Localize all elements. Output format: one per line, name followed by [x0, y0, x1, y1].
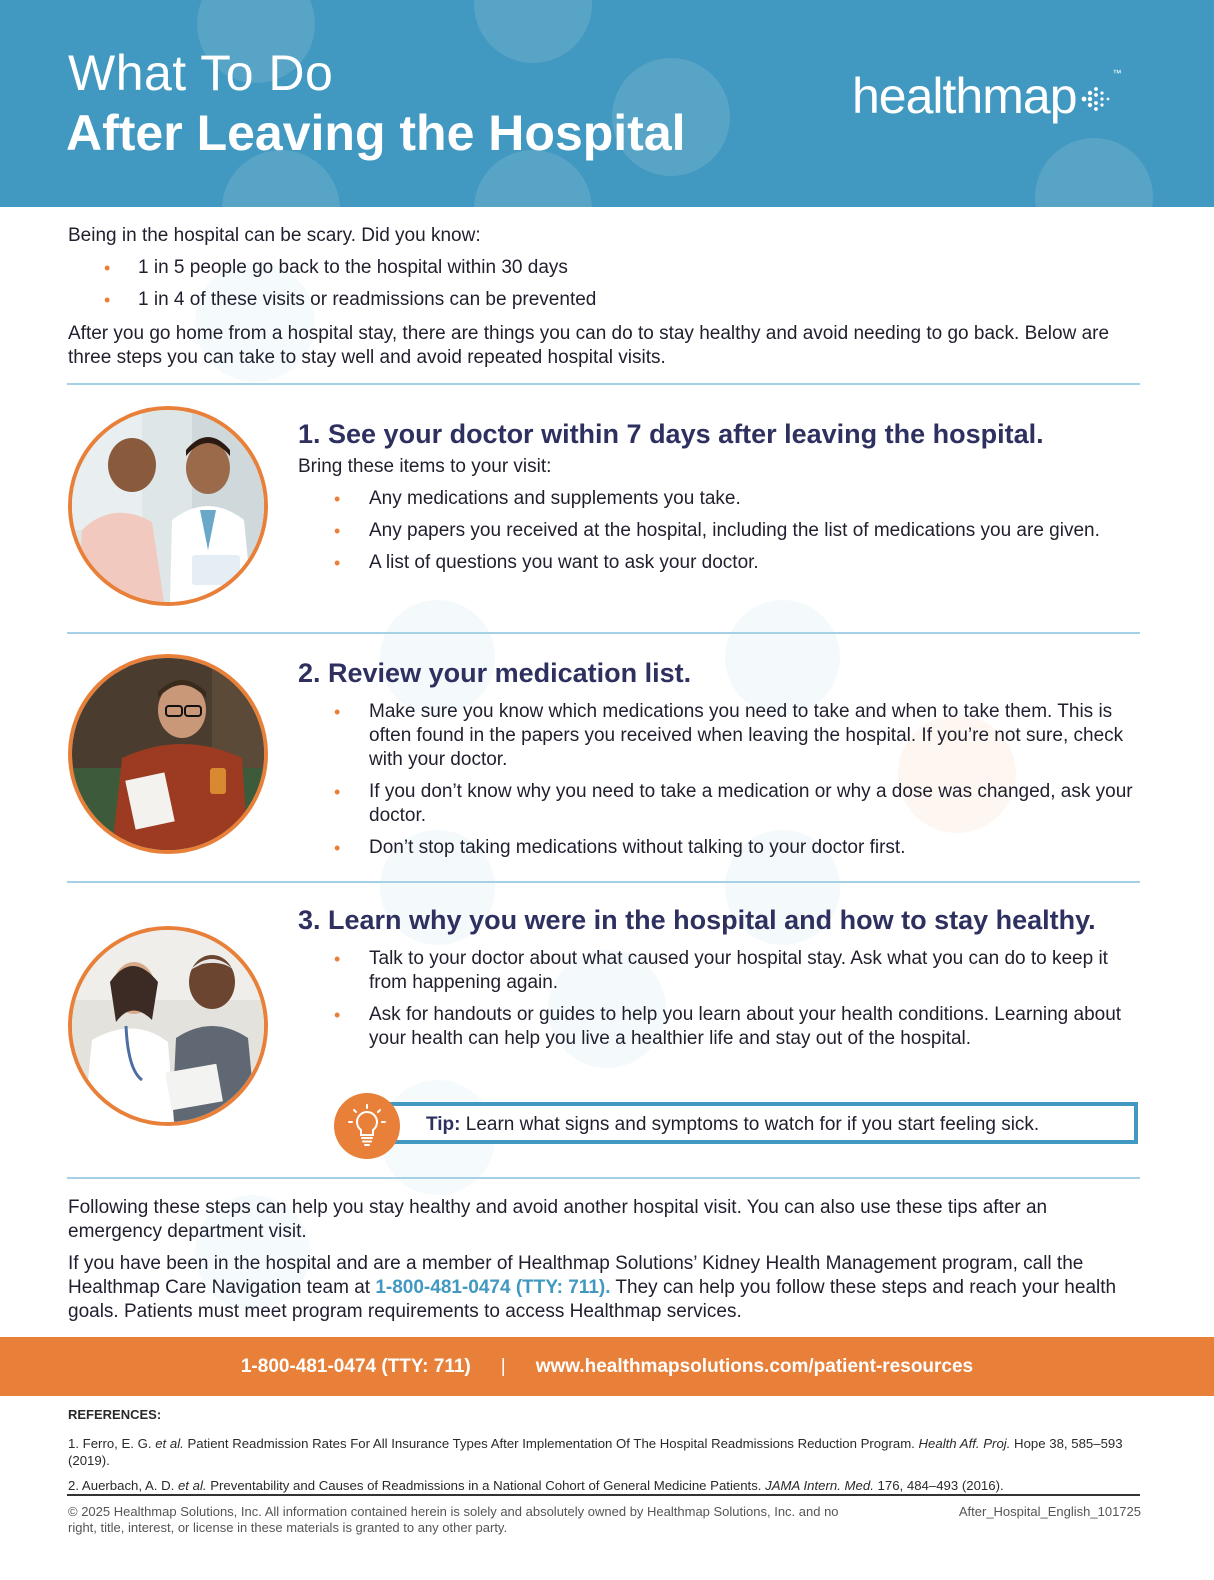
step-2 [298, 656, 1148, 868]
ref-journal: Health Aff. Proj. [918, 1436, 1011, 1451]
document-id: After_Hospital_English_101725 [958, 1504, 1141, 1519]
reference-item [68, 1435, 1146, 1469]
divider [67, 881, 1140, 883]
ref-etal: et al. [155, 1436, 184, 1451]
lightbulb-icon [334, 1093, 400, 1159]
ref-text: 1. Ferro, E. G. [68, 1436, 156, 1451]
doctor-consultation-photo [68, 406, 268, 606]
list-item: • Any medications and supplements you take. [298, 487, 1148, 511]
ref-etal: et al. [177, 1478, 207, 1493]
list-item: • Don’t stop taking medications without talking to your doctor first. [298, 836, 1148, 860]
list-item: • 1 in 5 people go back to the hospital within 30 days [68, 256, 1143, 280]
step-1-heading: 1. See your doctor within 7 days after leaving the hospital. [298, 419, 1044, 449]
step-1-subtext: Bring these items to your visit: [298, 456, 552, 477]
copyright-notice: © 2025 Healthmap Solutions, Inc. All information contained herein is solely and absolutely owned by Healthmap Solutions, Inc. and no right, title, interest, or license in these materials is granted to any other party. [68, 1504, 839, 1535]
man-with-pill-bottle-illustration [72, 658, 264, 850]
footer-separator: | [500, 1355, 506, 1377]
ref-text: Hope 38, 585–593 (2019). [68, 1436, 1123, 1468]
phone-link[interactable]: 1-800-481-0474 (TTY: 711). [375, 1277, 611, 1298]
intro-lead: Being in the hospital can be scary. Did you know: [68, 225, 481, 246]
ref-journal: JAMA Intern. Med. [765, 1478, 874, 1493]
list-item: • 1 in 4 of these visits or readmissions can be prevented [68, 288, 1143, 312]
logo-wordmark: healthmap [852, 68, 1077, 124]
list-item: • Any papers you received at the hospital, including the list of medications you are given. [298, 519, 1148, 543]
doctor-patient-illustration [72, 410, 264, 602]
list-item: • Make sure you know which medications you need to take and when to take them. This is often found in the papers you received when leaving the hospital. If you’re not sure, check with your doctor. [298, 700, 1148, 772]
divider [67, 1494, 1140, 1496]
ref-text: Patient Readmission Rates For All Insurance Types After Implementation Of The Hospital Readmissions Reduction Program. [183, 1436, 919, 1451]
list-item: • A list of questions you want to ask your doctor. [298, 551, 1148, 575]
divider [67, 632, 1140, 634]
closing-section [68, 1196, 1146, 1332]
stats-list [68, 256, 1143, 312]
divider [67, 383, 1140, 385]
list-item: • Talk to your doctor about what caused your hospital stay. Ask what you can do to keep it from happening again. [298, 947, 1148, 995]
ref-text: 2. Auerbach, A. D. [68, 1478, 178, 1493]
man-reading-medication-photo [68, 654, 268, 854]
step-3 [298, 903, 1148, 1059]
ref-text: Preventability and Causes of Readmissions in a National Cohort of General Medicine Patients. [206, 1478, 766, 1493]
tip-callout [334, 1093, 1142, 1159]
list-item: • If you don’t know why you need to take a medication or why a dose was changed, ask your doctor. [298, 780, 1148, 828]
tip-text [426, 1114, 1039, 1136]
contact-footer-bar [0, 1337, 1214, 1396]
step-1 [298, 417, 1148, 583]
step-2-heading: 2. Review your medication list. [298, 658, 692, 688]
page-title-line-2: After Leaving the Hospital [66, 105, 686, 161]
intro-section [68, 224, 1143, 370]
healthmap-logo [852, 66, 1122, 130]
doctor-explaining-to-patient-photo [68, 926, 268, 1126]
closing-paragraph-2 [68, 1252, 1146, 1324]
page-title-line-1: What To Do [68, 45, 334, 101]
footer-url-link[interactable]: www.healthmapsolutions.com/patient-resources [535, 1355, 974, 1377]
step-3-list [298, 947, 1148, 1051]
tip-box [380, 1102, 1138, 1144]
footer-phone-link[interactable]: 1-800-481-0474 (TTY: 711) [240, 1355, 471, 1377]
intro-paragraph: After you go home from a hospital stay, there are things you can do to stay healthy and avoid needing to go back. Below are three steps you can take to stay well and avoid repeated hospital visits. [68, 323, 1110, 368]
closing-text: They can help you follow these steps and reach your health goals. Patients must meet program requirements to access Healthmap services. [68, 1277, 1117, 1322]
divider [67, 1177, 1140, 1179]
step-3-heading: 3. Learn why you were in the hospital and how to stay healthy. [298, 905, 1096, 935]
tip-body: Learn what signs and symptoms to watch for if you start feeling sick. [465, 1114, 1040, 1135]
step-2-list [298, 700, 1148, 860]
ref-text: 176, 484–493 (2016). [873, 1478, 1004, 1493]
header-banner [0, 0, 1214, 207]
logo-dots-icon [1081, 84, 1115, 114]
logo-trademark: ™ [1112, 68, 1122, 78]
references-heading: REFERENCES: [68, 1407, 162, 1422]
list-item: • Ask for handouts or guides to help you learn about your health conditions. Learning about your health can help you live a healthier life and stay out of the hospital. [298, 1003, 1148, 1051]
doctor-with-elderly-patient-illustration [72, 930, 264, 1122]
references-section [68, 1406, 1146, 1502]
reference-item [68, 1477, 1146, 1494]
closing-text: If you have been in the hospital and are a member of Healthmap Solutions’ Kidney Health Management program, call the Healthmap Care Navigation team at [68, 1253, 1084, 1298]
step-1-list [298, 487, 1148, 575]
tip-label: Tip: [426, 1114, 461, 1135]
closing-paragraph-1: Following these steps can help you stay healthy and avoid another hospital visit. You can also use these tips after an emergency department visit. [68, 1197, 1048, 1242]
